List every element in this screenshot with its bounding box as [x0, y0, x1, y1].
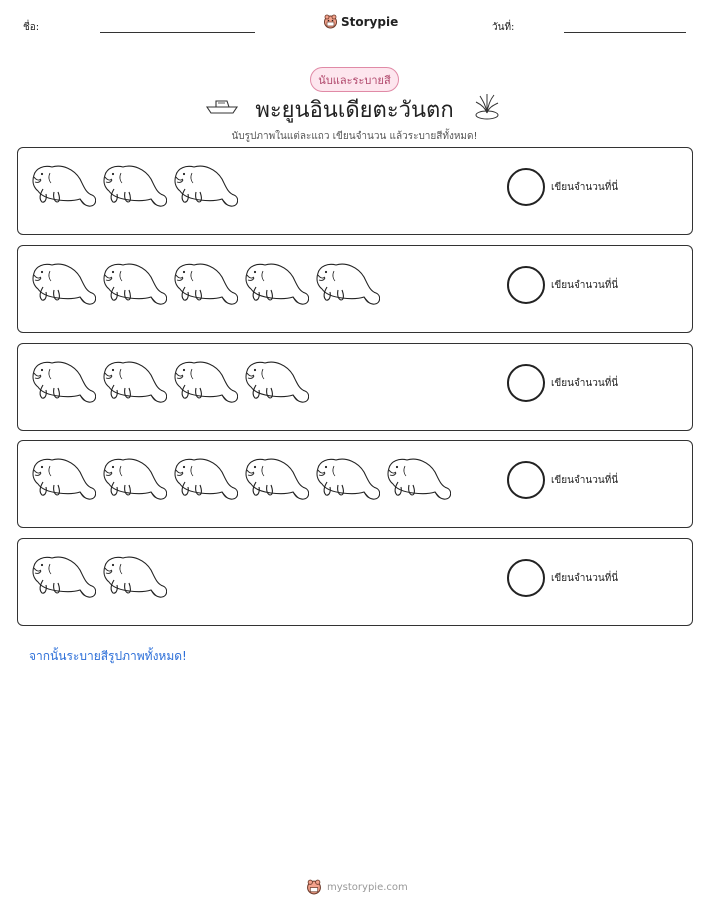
manatee-icon — [101, 161, 167, 211]
footer-url: mystorypie.com — [327, 881, 408, 893]
count-row — [17, 245, 693, 333]
manatee-icon — [243, 259, 309, 309]
manatee-icon — [243, 357, 309, 407]
instructions: นับรูปภาพในแต่ละแถว เขียนจำนวน แล้วระบายสีทั้งหมด! — [231, 131, 478, 142]
manatee-icon — [30, 454, 96, 504]
answer-label: เขียนจำนวนที่นี่ — [551, 573, 619, 584]
brand-logo — [323, 14, 398, 29]
manatee-icon — [314, 454, 380, 504]
name-field-line[interactable] — [100, 32, 255, 33]
manatee-icon — [30, 357, 96, 407]
answer-label: เขียนจำนวนที่นี่ — [551, 280, 619, 291]
manatee-icon — [314, 259, 380, 309]
count-row — [17, 147, 693, 235]
answer-label: เขียนจำนวนที่นี่ — [551, 378, 619, 389]
answer-circle[interactable] — [507, 168, 545, 206]
footer-brand — [306, 879, 408, 895]
manatee-icon — [101, 454, 167, 504]
manatee-icon — [172, 259, 238, 309]
answer-circle[interactable] — [507, 266, 545, 304]
manatee-icon — [30, 161, 96, 211]
brand-name: Storypie — [341, 14, 399, 29]
count-row — [17, 538, 693, 626]
manatee-icon — [30, 259, 96, 309]
count-row — [17, 343, 693, 431]
answer-circle[interactable] — [507, 461, 545, 499]
storypie-logo-icon — [306, 879, 322, 895]
date-field-line[interactable] — [564, 32, 686, 33]
answer-circle[interactable] — [507, 364, 545, 402]
coloring-instruction: จากนั้นระบายสีรูปภาพทั้งหมด! — [29, 649, 187, 663]
name-label: ชื่อ: — [23, 22, 40, 33]
manatee-icon — [30, 552, 96, 602]
manatee-icon — [172, 161, 238, 211]
answer-label: เขียนจำนวนที่นี่ — [551, 182, 619, 193]
manatee-icon — [101, 552, 167, 602]
manatee-icon — [101, 357, 167, 407]
answer-circle[interactable] — [507, 559, 545, 597]
manatee-icon — [243, 454, 309, 504]
manatee-icon — [101, 259, 167, 309]
manatee-icon — [385, 454, 451, 504]
seagrass-icon — [472, 92, 502, 120]
page-title: พะยูนอินเดียตะวันตก — [255, 98, 454, 123]
manatee-icon — [172, 357, 238, 407]
count-row — [17, 440, 693, 528]
storypie-logo-icon — [323, 14, 338, 29]
answer-label: เขียนจำนวนที่นี่ — [551, 475, 619, 486]
date-label: วันที่: — [492, 22, 515, 33]
activity-badge: นับและระบายสี — [310, 67, 399, 92]
manatee-icon — [172, 454, 238, 504]
